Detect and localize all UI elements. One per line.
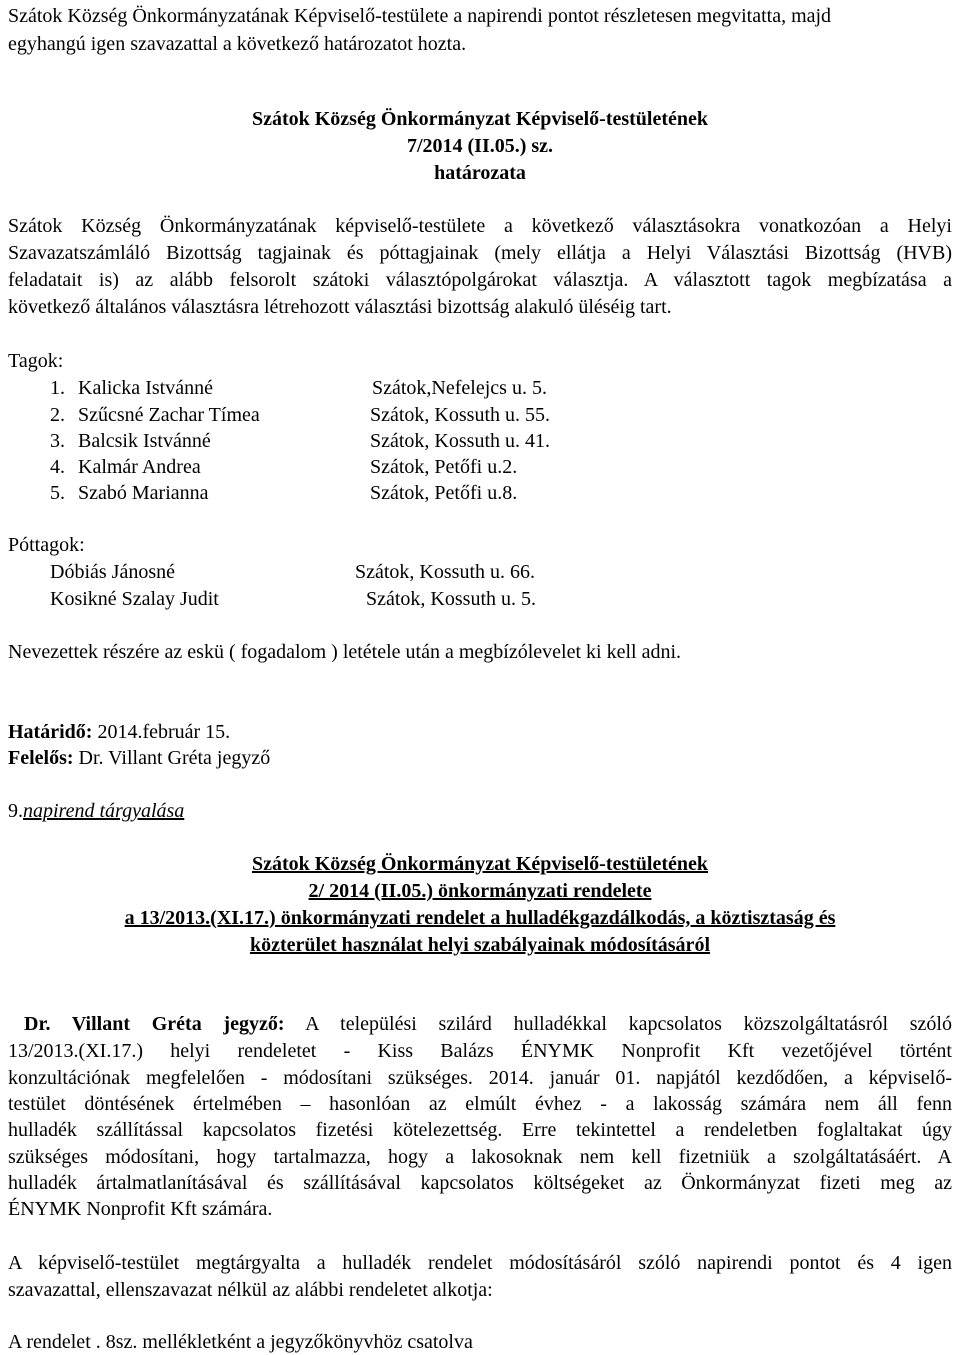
- members-label: Tagok:: [8, 350, 64, 372]
- notary-paragraph-last-line: ÉNYMK Nonprofit Kft számára.: [8, 1198, 273, 1220]
- member-number: 1.: [50, 377, 65, 399]
- notary-paragraph-line: szükséges módosítani, hogy tartalmazza, hogy a lakosoknak nem kell fizetniük a szolgáltatásáért. A: [8, 1146, 952, 1168]
- intro-line-2: egyhangú igen szavazattal a következő határozatot hozta.: [8, 33, 467, 55]
- responsible-label: Felelős:: [8, 747, 74, 769]
- agenda-heading: [8, 799, 184, 823]
- notary-paragraph-line: konzultációnak megfelelően - módosítani szükséges. 2014. január 01. napjától kezdődően, a képviselő-: [8, 1067, 952, 1089]
- notary-paragraph-line: hulladék ártalmatlanításával és szállításával kapcsolatos költségeket az Önkormányzat fizeti meg az: [8, 1172, 952, 1194]
- ordinance-subject-line-1: a 13/2013.(XI.17.) önkormányzati rendelet a hulladékgazdálkodás, a köztisztaság és: [124, 907, 836, 929]
- notary-paragraph-line-1: [8, 1012, 952, 1036]
- member-address: Szátok, Kossuth u. 41.: [370, 430, 550, 452]
- substitute-address: Szátok, Kossuth u. 5.: [366, 588, 536, 610]
- resolution-title: Szátok Község Önkormányzat Képviselő-testületének: [251, 108, 709, 130]
- member-number: 4.: [50, 456, 65, 478]
- resolution-number: 7/2014 (II.05.) sz.: [406, 135, 554, 157]
- annex-note: A rendelet . 8sz. mellékletként a jegyzőkönyvhöz csatolva: [8, 1331, 473, 1353]
- resolution-body-line-1: Szátok Község Önkormányzatának képviselő-testülete a következő választásokra vonatkozóan a Helyi: [8, 215, 952, 237]
- notary-paragraph-line: testület döntésének értelmében – hasonlóan az elmúlt évhez - a lakosság számára nem áll fenn: [8, 1093, 952, 1115]
- substitute-name: Dóbiás Jánosné: [50, 561, 175, 583]
- member-address: Szátok, Kossuth u. 55.: [370, 404, 550, 426]
- notary-paragraph-line: hulladék szállítással kapcsolatos fizetési kötelezettség. Erre tekintettel a rendeletben foglaltakat úgy: [8, 1119, 952, 1141]
- decision-line-2: szavazattal, ellenszavazat nélkül az alábbi rendeletet alkotja:: [8, 1279, 493, 1301]
- member-name: Kalmár Andrea: [78, 456, 201, 478]
- member-number: 2.: [50, 404, 65, 426]
- ordinance-title: Szátok Község Önkormányzat Képviselő-testületének: [251, 853, 709, 875]
- ordinance-number: 2/ 2014 (II.05.) önkormányzati rendelete: [308, 880, 652, 902]
- member-address: Szátok, Petőfi u.8.: [370, 482, 518, 504]
- notary-label: Dr. Villant Gréta jegyző:: [24, 1013, 285, 1035]
- deadline-label: Határidő:: [8, 721, 93, 743]
- member-number: 3.: [50, 430, 65, 452]
- member-address: Szátok, Petőfi u.2.: [370, 456, 518, 478]
- member-name: Szabó Marianna: [78, 482, 209, 504]
- deadline-line: [8, 720, 230, 744]
- substitutes-label: Póttagok:: [8, 534, 85, 556]
- member-name: Balcsik Istvánné: [78, 430, 211, 452]
- member-name: Kalicka Istvánné: [78, 377, 213, 399]
- agenda-title: napirend tárgyalása: [23, 800, 185, 822]
- ordinance-subject-line-2: közterület használat helyi szabályainak módosításáról: [249, 934, 710, 956]
- substitute-name: Kosikné Szalay Judit: [50, 588, 219, 610]
- responsible-line: [8, 746, 270, 770]
- notary-paragraph-line: 13/2013.(XI.17.) helyi rendeletet - Kiss Balázs ÉNYMK Nonprofit Kft vezetőjével történt: [8, 1040, 952, 1062]
- substitute-address: Szátok, Kossuth u. 66.: [355, 561, 535, 583]
- member-name: Szűcsné Zachar Tímea: [78, 404, 260, 426]
- oath-sentence: Nevezettek részére az eskü ( fogadalom ) letétele után a megbízólevelet ki kell adni.: [8, 641, 682, 663]
- notary-text: A települési szilárd hulladékkal kapcsolatos közszolgáltatásról szóló: [284, 1013, 952, 1035]
- resolution-body-line-2: Szavazatszámláló Bizottság tagjainak és póttagjainak (mely ellátja a Helyi Választási Bizottság (HVB): [8, 242, 952, 264]
- resolution-body-line-3: feladatait is) az alább felsorolt szátoki választópolgárokat választja. A választott tagok megbízatása a: [8, 269, 952, 291]
- decision-line-1: A képviselő-testület megtárgyalta a hulladék rendelet módosításáról szóló napirendi pontot és 4 igen: [8, 1252, 952, 1274]
- agenda-number: 9.: [8, 800, 23, 822]
- resolution-body-line-4: következő általános választásra létrehozott választási bizottság alakuló üléséig tart.: [8, 296, 672, 318]
- member-number: 5.: [50, 482, 65, 504]
- resolution-label: határozata: [434, 162, 526, 184]
- deadline-value: 2014.február 15.: [92, 721, 231, 743]
- responsible-value: Dr. Villant Gréta jegyző: [73, 747, 271, 769]
- intro-line-1: Szátok Község Önkormányzatának Képviselő-testülete a napirendi pontot részletesen megvitatta, majd: [8, 5, 832, 27]
- member-address: Szátok,Nefelejcs u. 5.: [372, 377, 547, 399]
